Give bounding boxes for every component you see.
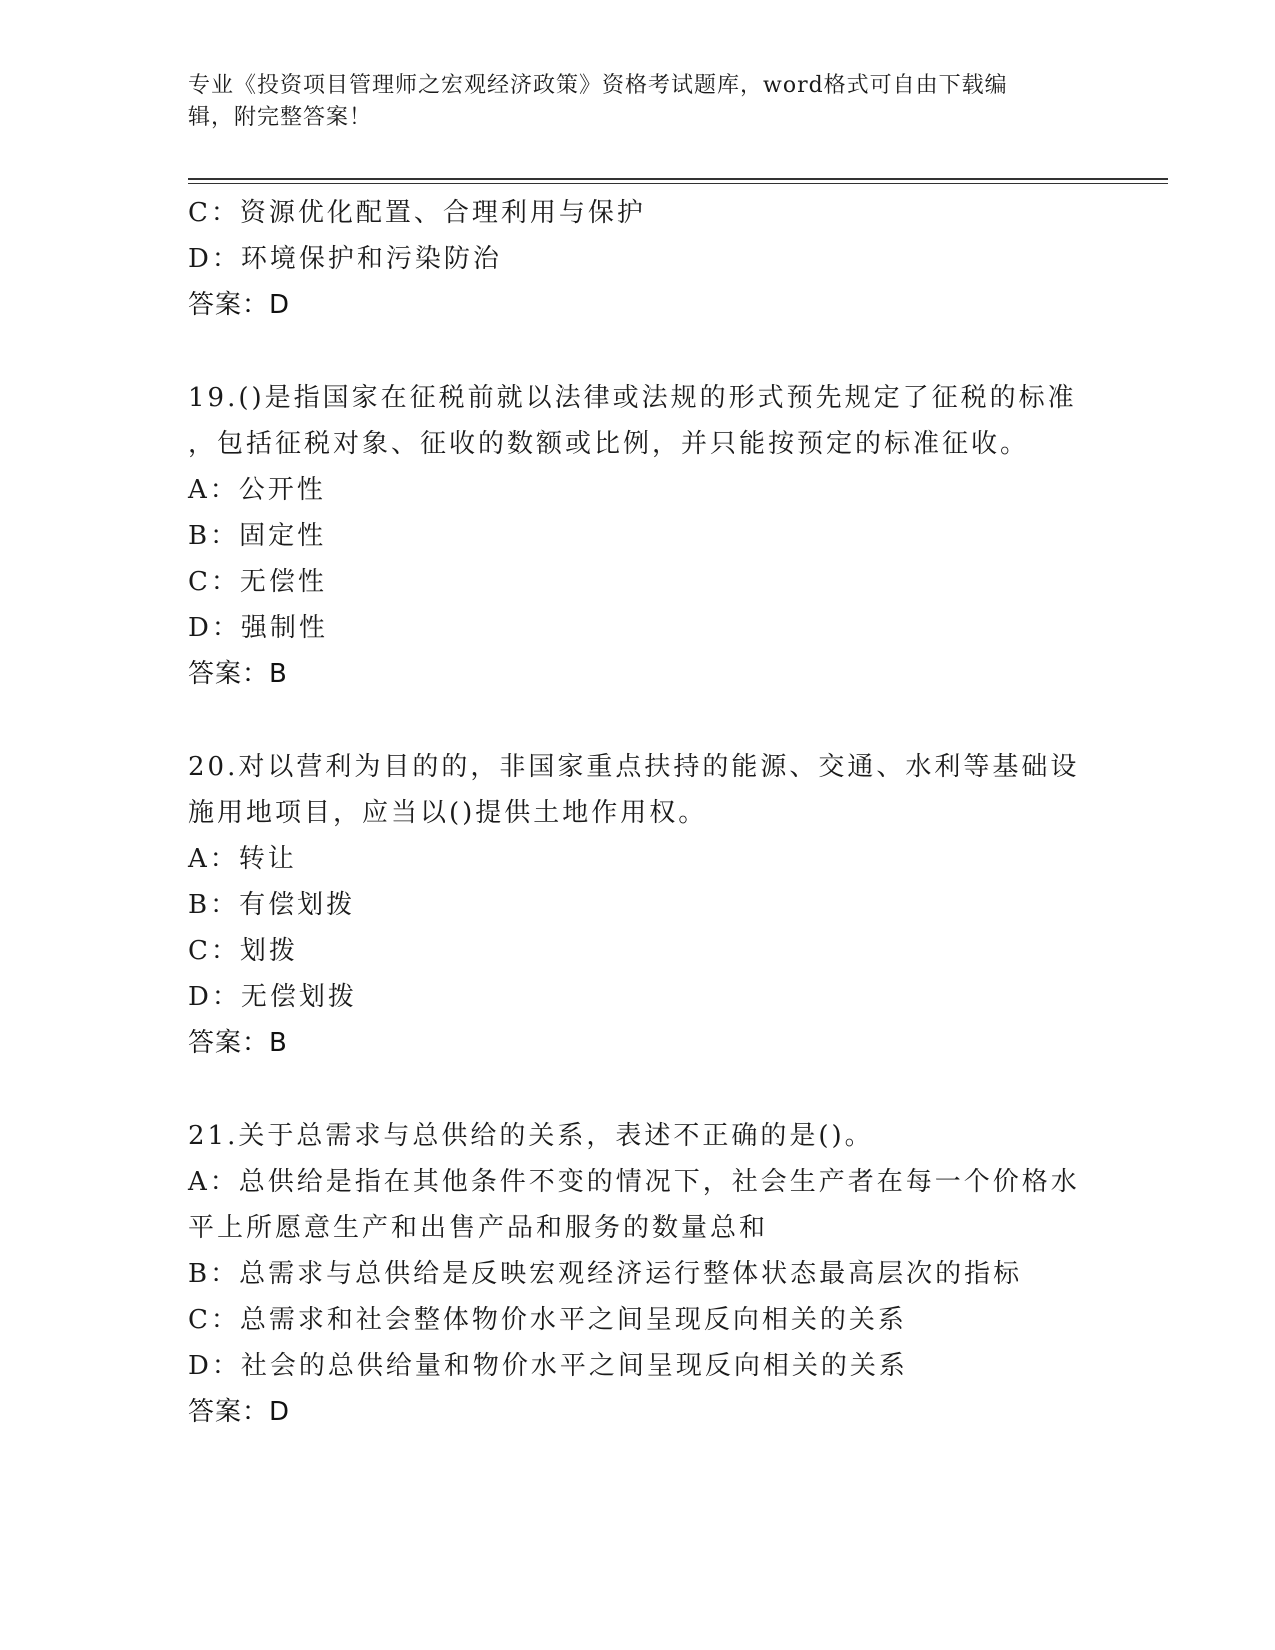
answer-line: 答案：B <box>188 1028 288 1058</box>
option-a: A：转让 <box>188 844 297 874</box>
option-d: D：强制性 <box>188 613 328 643</box>
option-d: D：社会的总供给量和物价水平之间呈现反向相关的关系 <box>188 1351 908 1381</box>
answer-line: 答案：B <box>188 659 288 689</box>
option-b: B：有偿划拨 <box>188 890 356 920</box>
option-a: A：总供给是指在其他条件不变的情况下，社会生产者在每一个价格水 <box>188 1167 1080 1197</box>
question-content <box>188 190 1088 1435</box>
question-spacer <box>188 328 1088 375</box>
option-c: C：划拨 <box>188 936 298 966</box>
option-a-continued: 平上所愿意生产和出售产品和服务的数量总和 <box>188 1213 769 1243</box>
question-stem-line: 21.关于总需求与总供给的关系，表述不正确的是()。 <box>188 1121 874 1151</box>
question-19 <box>188 375 1088 697</box>
question-stem-line: ，包括征税对象、征收的数额或比例，并只能按预定的标准征收。 <box>188 429 1030 459</box>
question-spacer <box>188 1066 1088 1113</box>
header-line-2: 辑，附完整答案！ <box>188 105 373 130</box>
page-header <box>188 70 1068 134</box>
option-b: B：固定性 <box>188 521 327 551</box>
option-c: C：总需求和社会整体物价水平之间呈现反向相关的关系 <box>188 1305 907 1335</box>
question-stem-line: 20.对以营利为目的的，非国家重点扶持的能源、交通、水利等基础设 <box>188 752 1080 782</box>
question-stem-line: 19.()是指国家在征税前就以法律或法规的形式预先规定了征税的标准 <box>188 383 1077 413</box>
option-d: D：无偿划拨 <box>188 982 357 1012</box>
header-divider-thin <box>188 183 1168 184</box>
question-18-tail <box>188 190 1088 328</box>
answer-line: 答案：D <box>188 290 291 320</box>
option-b: B：总需求与总供给是反映宏观经济运行整体状态最高层次的指标 <box>188 1259 1023 1289</box>
option-a: A：公开性 <box>188 475 326 505</box>
question-20 <box>188 744 1088 1066</box>
header-divider-thick <box>188 178 1168 180</box>
option-c: C：无偿性 <box>188 567 327 597</box>
header-line-1: 专业《投资项目管理师之宏观经济政策》资格考试题库，word格式可自由下载编 <box>188 73 1008 98</box>
answer-line: 答案：D <box>188 1397 291 1427</box>
option-d: D：环境保护和污染防治 <box>188 244 502 274</box>
question-spacer <box>188 697 1088 744</box>
option-c: C：资源优化配置、合理利用与保护 <box>188 198 646 228</box>
question-21 <box>188 1113 1088 1435</box>
question-stem-line: 施用地项目，应当以()提供土地作用权。 <box>188 798 708 828</box>
